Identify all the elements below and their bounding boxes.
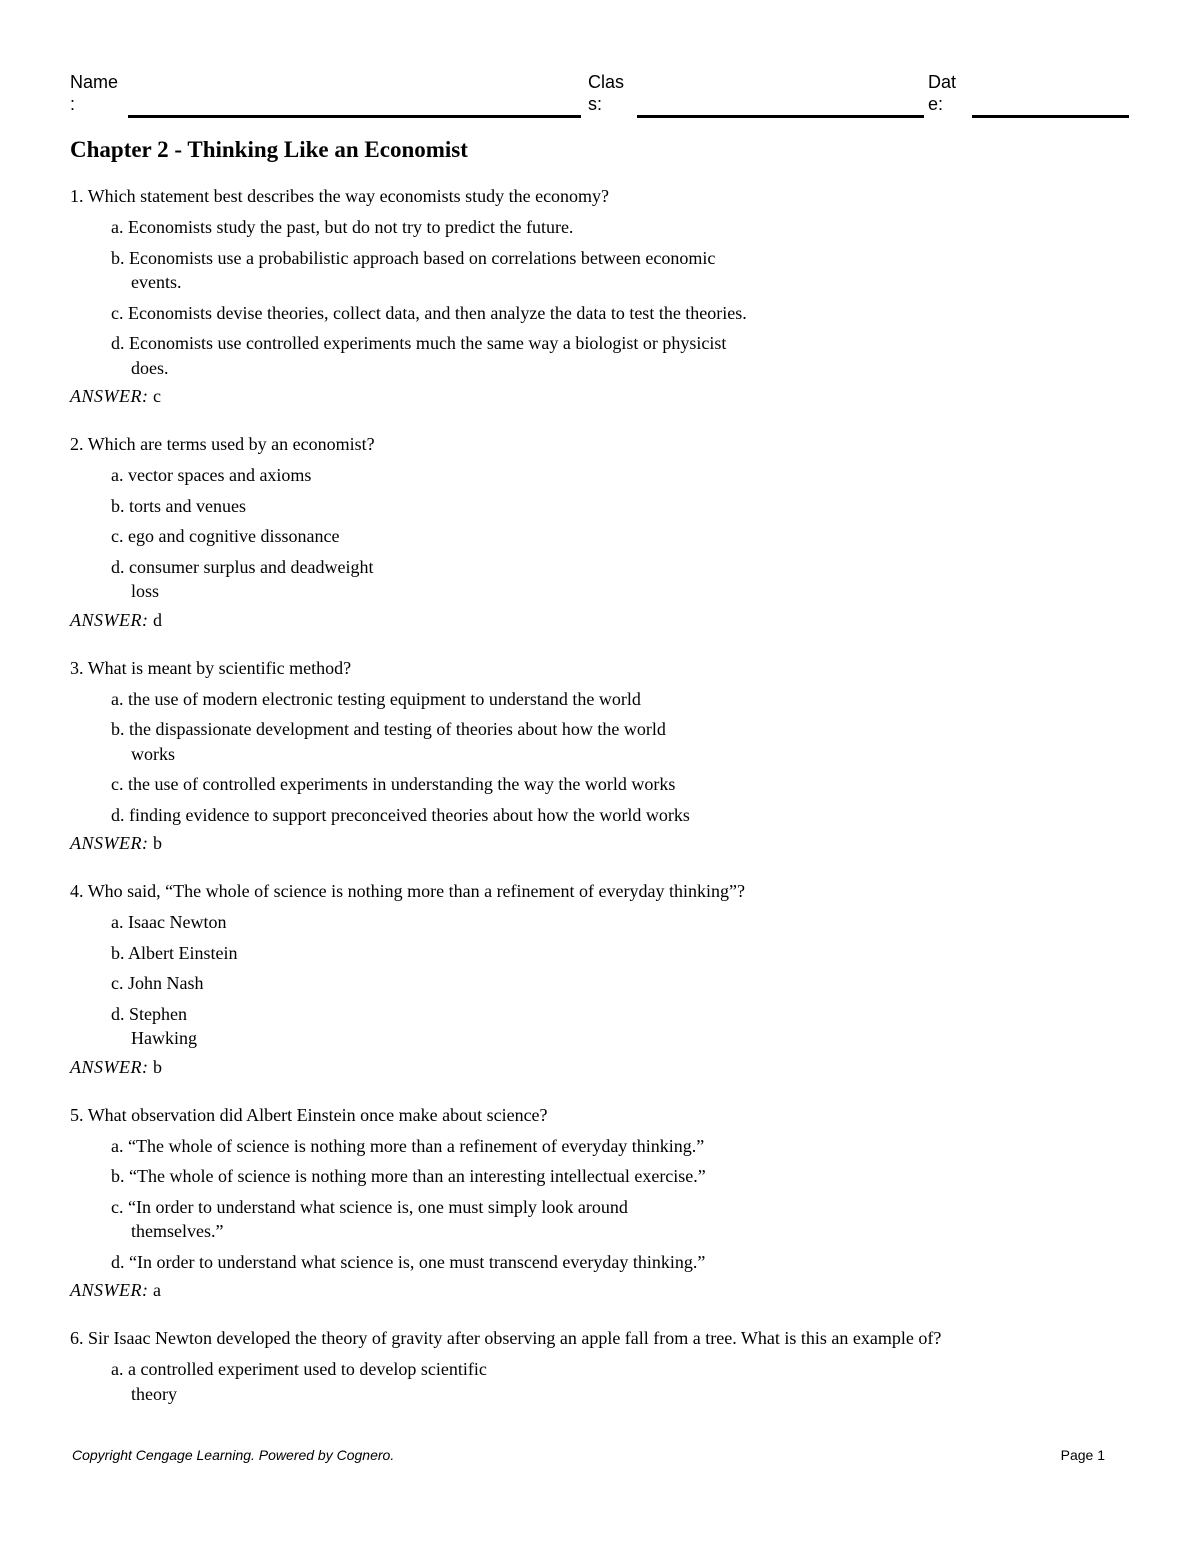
answer-option	[70, 1250, 1150, 1275]
option-text: works	[131, 743, 175, 764]
option-letter: a.	[111, 912, 124, 932]
answer-label: ANSWER:	[70, 1056, 149, 1077]
option-text: Economists study the past, but do not try to predict the future.	[128, 217, 574, 237]
option-text: Economists use controlled experiments much the same way a biologist or physicist	[129, 333, 727, 353]
answer-key	[70, 1054, 1150, 1080]
answer-option	[70, 687, 1150, 712]
question-stem	[70, 878, 1150, 904]
question-5	[70, 1102, 1150, 1304]
question-text: Which are terms used by an economist?	[87, 434, 375, 454]
answer-label: ANSWER:	[70, 609, 149, 630]
option-letter: b.	[111, 495, 125, 516]
option-text: “The whole of science is nothing more than a refinement of everyday thinking.”	[128, 1135, 705, 1156]
question-stem	[70, 655, 1150, 681]
option-text: theory	[131, 1383, 177, 1404]
option-text: does.	[131, 357, 169, 378]
option-text: the use of controlled experiments in understanding the way the world works	[128, 774, 676, 794]
option-text: torts and venues	[129, 495, 246, 516]
option-text: Hawking	[131, 1028, 197, 1048]
option-text: consumer surplus and deadweight	[129, 556, 374, 577]
answer-option	[70, 301, 1150, 326]
question-number: 3.	[70, 657, 84, 678]
option-text: vector spaces and axioms	[128, 465, 312, 485]
option-text: “In order to understand what science is, one must transcend everyday thinking.”	[129, 1251, 706, 1272]
answer-option	[70, 1164, 1150, 1189]
answer-key	[70, 830, 1150, 856]
question-6	[70, 1325, 1150, 1406]
class-field[interactable]	[637, 115, 924, 118]
question-number: 6.	[70, 1328, 84, 1348]
answer-option	[70, 1357, 1150, 1406]
option-text: John Nash	[128, 973, 204, 993]
question-number: 2.	[70, 434, 84, 454]
question-1	[70, 183, 1150, 409]
question-text: Sir Isaac Newton developed the theory of gravity after observing an apple fall from a tree. What is this an example of?	[88, 1328, 942, 1348]
answer-key	[70, 607, 1150, 633]
page-title: Chapter 2 - Thinking Like an Economist	[70, 137, 468, 162]
answer-value: d	[152, 609, 162, 630]
question-3	[70, 655, 1150, 857]
page-number: Page 1	[1060, 1447, 1105, 1463]
name-label: Name :	[70, 72, 119, 114]
option-text: a controlled experiment used to develop scientific	[128, 1359, 487, 1379]
option-letter: d.	[111, 1003, 125, 1024]
question-text: Who said, “The whole of science is nothing more than a refinement of everyday thinking”?	[87, 881, 745, 901]
option-letter: b.	[111, 247, 125, 268]
answer-value: b	[152, 833, 162, 853]
question-stem	[70, 431, 1150, 457]
option-letter: a.	[111, 688, 124, 709]
answer-option	[70, 555, 1150, 604]
option-text: themselves.”	[131, 1221, 224, 1241]
answer-option	[70, 331, 1150, 380]
option-text: “In order to understand what science is, one must simply look around	[128, 1196, 628, 1217]
date-label: Dat e:	[928, 72, 957, 114]
question-4	[70, 878, 1150, 1080]
answer-value: a	[152, 1280, 161, 1300]
answer-option	[70, 803, 1150, 828]
answer-option	[70, 941, 1150, 966]
option-text: Economists devise theories, collect data, and then analyze the data to test the theories.	[128, 302, 747, 323]
option-letter: a.	[111, 1359, 124, 1379]
answer-key	[70, 383, 1150, 409]
option-letter: b.	[111, 1166, 125, 1186]
option-text: ego and cognitive dissonance	[128, 526, 340, 546]
answer-value: c	[152, 386, 161, 406]
question-text: What is meant by scientific method?	[87, 657, 352, 678]
answer-option	[70, 910, 1150, 935]
option-text: “The whole of science is nothing more than an interesting intellectual exercise.”	[129, 1166, 706, 1186]
copyright-text: Copyright Cengage Learning. Powered by Cognero.	[72, 1447, 395, 1463]
answer-option	[70, 1002, 1150, 1051]
answer-option	[70, 1195, 1150, 1244]
option-letter: d.	[111, 804, 125, 825]
question-number: 5.	[70, 1104, 84, 1125]
option-letter: d.	[111, 333, 125, 353]
option-text: finding evidence to support preconceived theories about how the world works	[129, 804, 690, 825]
option-letter: c.	[111, 973, 124, 993]
question-stem	[70, 1102, 1150, 1128]
question-number: 1.	[70, 186, 84, 206]
answer-key	[70, 1277, 1150, 1303]
option-letter: c.	[111, 526, 124, 546]
option-text: Isaac Newton	[128, 912, 227, 932]
question-text: What observation did Albert Einstein once make about science?	[87, 1104, 548, 1125]
option-letter: a.	[111, 217, 124, 237]
answer-option	[70, 215, 1150, 240]
answer-option	[70, 772, 1150, 797]
option-letter: d.	[111, 556, 125, 577]
option-letter: c.	[111, 302, 124, 323]
question-stem	[70, 183, 1150, 209]
option-text: Albert Einstein	[128, 942, 238, 963]
option-text: Stephen	[129, 1003, 187, 1024]
question-text: Which statement best describes the way economists study the economy?	[87, 186, 610, 206]
question-stem	[70, 1325, 1150, 1351]
date-field[interactable]	[972, 115, 1129, 118]
option-letter: b.	[111, 719, 125, 739]
option-letter: a.	[111, 1135, 124, 1156]
option-letter: c.	[111, 774, 124, 794]
answer-option	[70, 717, 1150, 766]
answer-option	[70, 494, 1150, 519]
answer-option	[70, 463, 1150, 488]
answer-value: b	[152, 1056, 162, 1077]
option-letter: d.	[111, 1251, 125, 1272]
question-list	[70, 183, 1150, 1428]
question-number: 4.	[70, 881, 84, 901]
answer-option	[70, 524, 1150, 549]
option-text: Economists use a probabilistic approach based on correlations between economic	[129, 247, 716, 268]
option-letter: b.	[111, 942, 125, 963]
option-text: events.	[131, 272, 182, 292]
answer-option	[70, 971, 1150, 996]
answer-label: ANSWER:	[70, 833, 149, 853]
answer-option	[70, 246, 1150, 295]
option-letter: c.	[111, 1196, 124, 1217]
option-letter: a.	[111, 465, 124, 485]
option-text: loss	[131, 581, 160, 601]
answer-option	[70, 1134, 1150, 1159]
question-2	[70, 431, 1150, 633]
answer-label: ANSWER:	[70, 386, 149, 406]
option-text: the use of modern electronic testing equipment to understand the world	[128, 688, 641, 709]
answer-label: ANSWER:	[70, 1280, 149, 1300]
class-label: Clas s:	[588, 72, 625, 114]
option-text: the dispassionate development and testing of theories about how the world	[129, 719, 666, 739]
name-field[interactable]	[128, 115, 581, 118]
